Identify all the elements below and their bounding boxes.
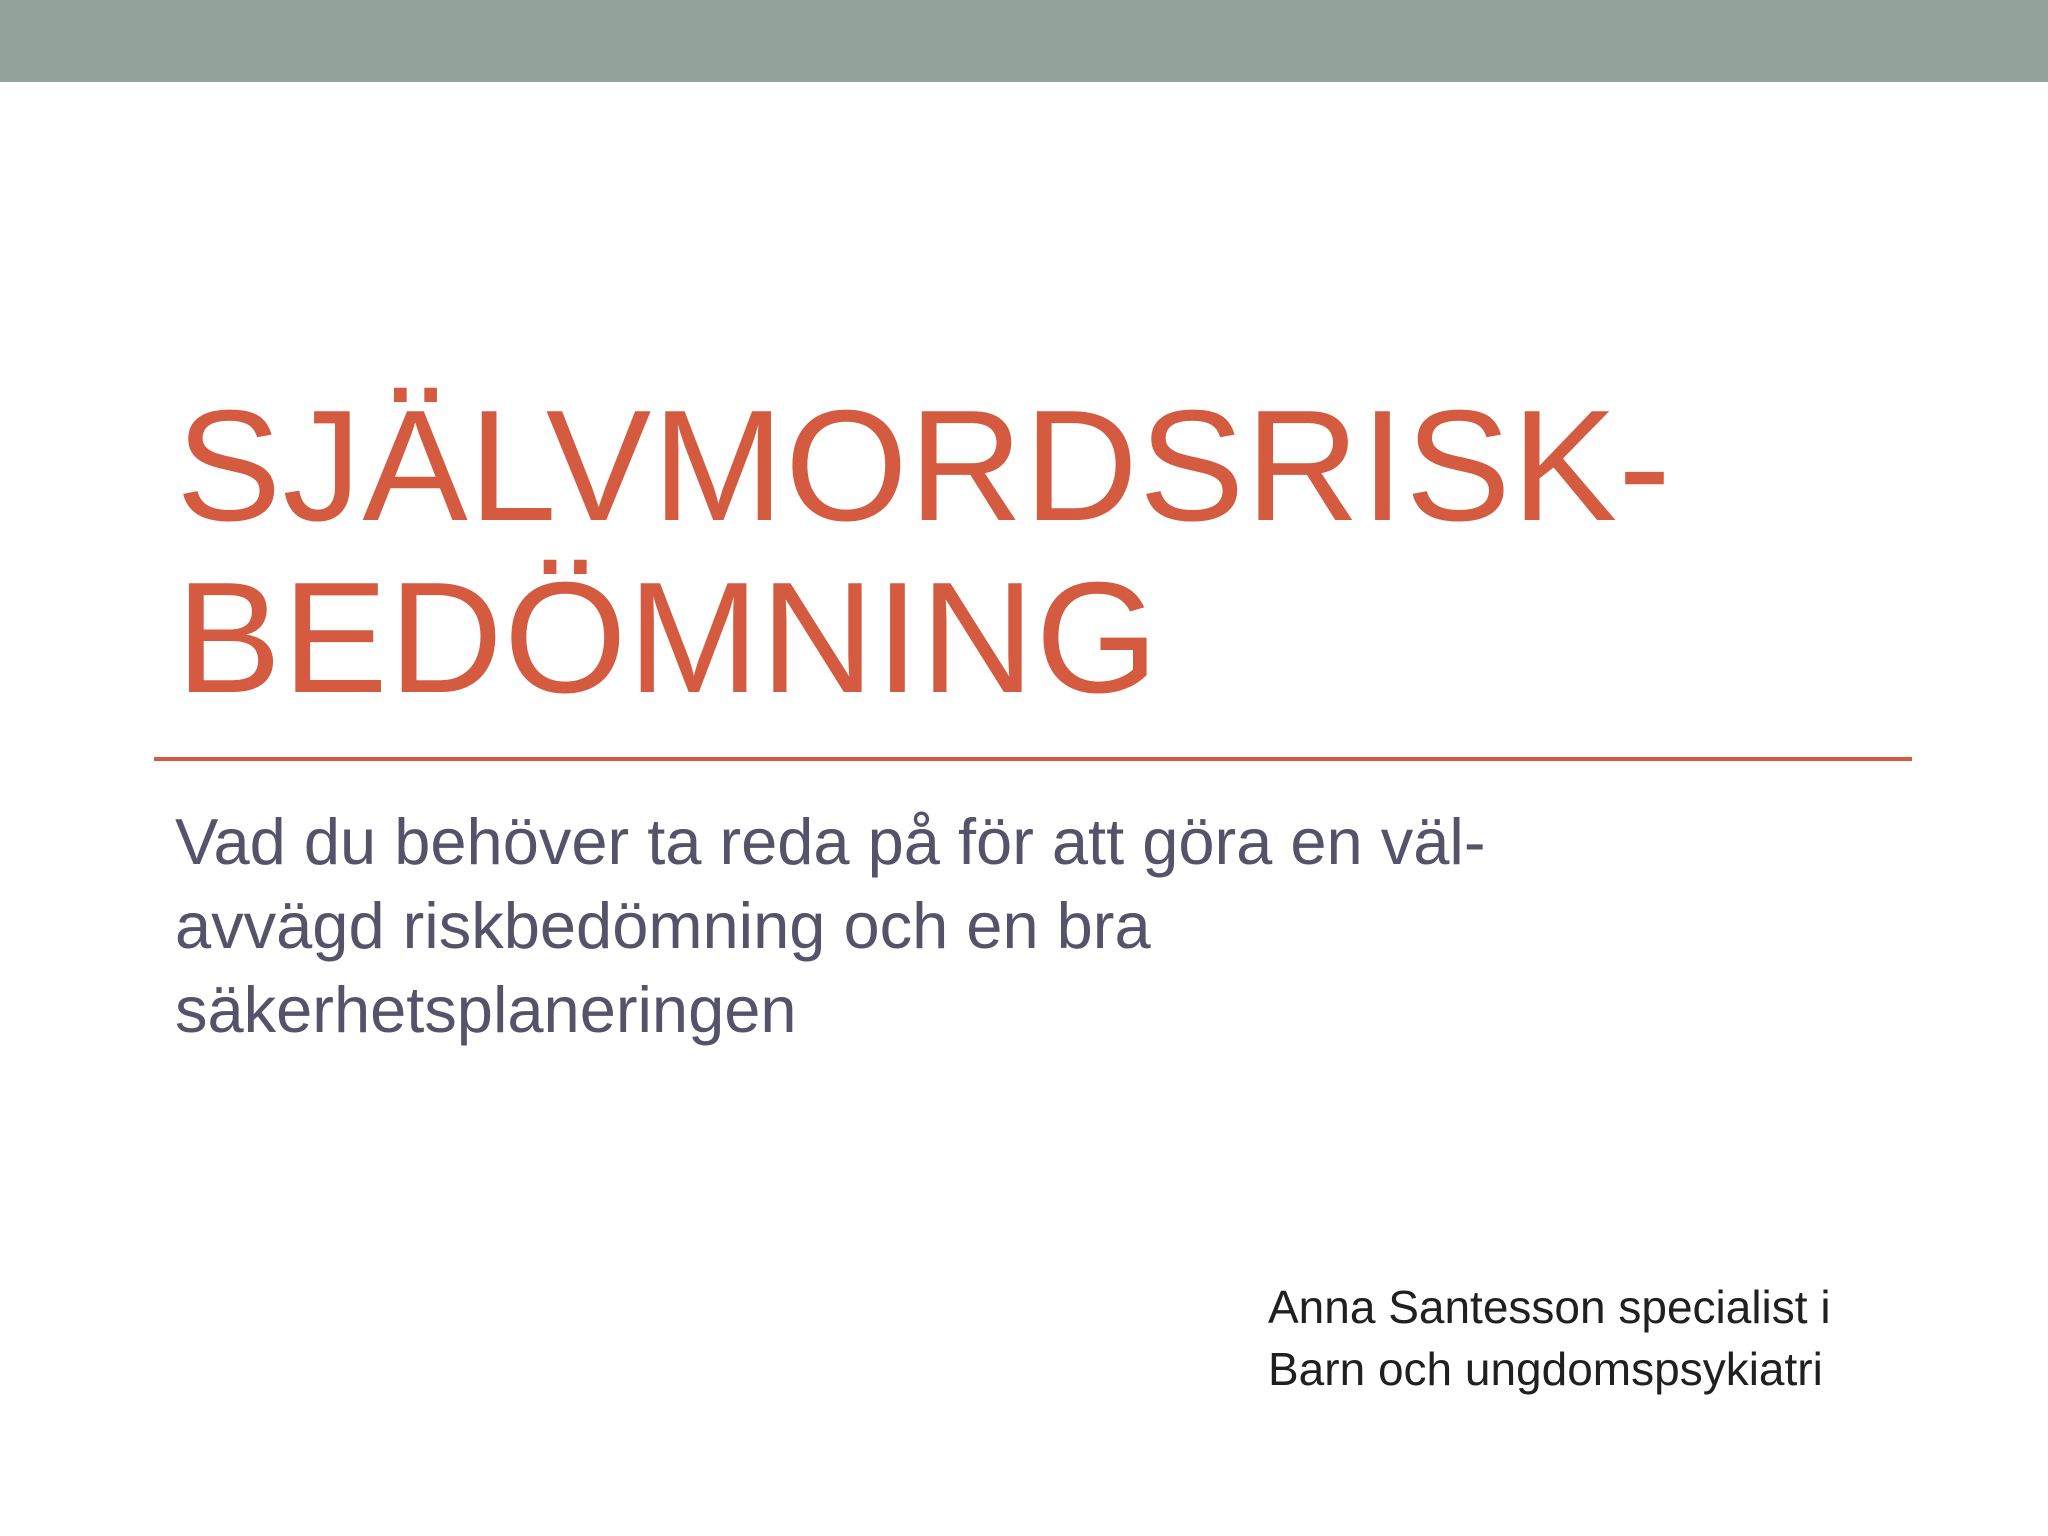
slide-subtitle <box>175 800 1675 1052</box>
slide-subtitle-line-2: avvägd riskbedömning och en bra <box>175 889 1151 962</box>
slide-title-line-2: BEDÖMNING <box>176 550 1160 726</box>
author-credit <box>1268 1276 1968 1400</box>
slide-title-line-1: SJÄLVMORDSRISK- <box>176 378 1672 554</box>
top-accent-bar <box>0 0 2048 82</box>
slide-subtitle-line-3: säkerhetsplaneringen <box>175 973 797 1046</box>
author-credit-line-1: Anna Santesson specialist i <box>1268 1281 1831 1333</box>
slide-subtitle-line-1: Vad du behöver ta reda på för att göra en väl- <box>175 805 1486 878</box>
title-divider <box>154 757 1912 761</box>
slide-title <box>176 380 1936 724</box>
author-credit-line-2: Barn och ungdomspsykiatri <box>1268 1343 1823 1395</box>
